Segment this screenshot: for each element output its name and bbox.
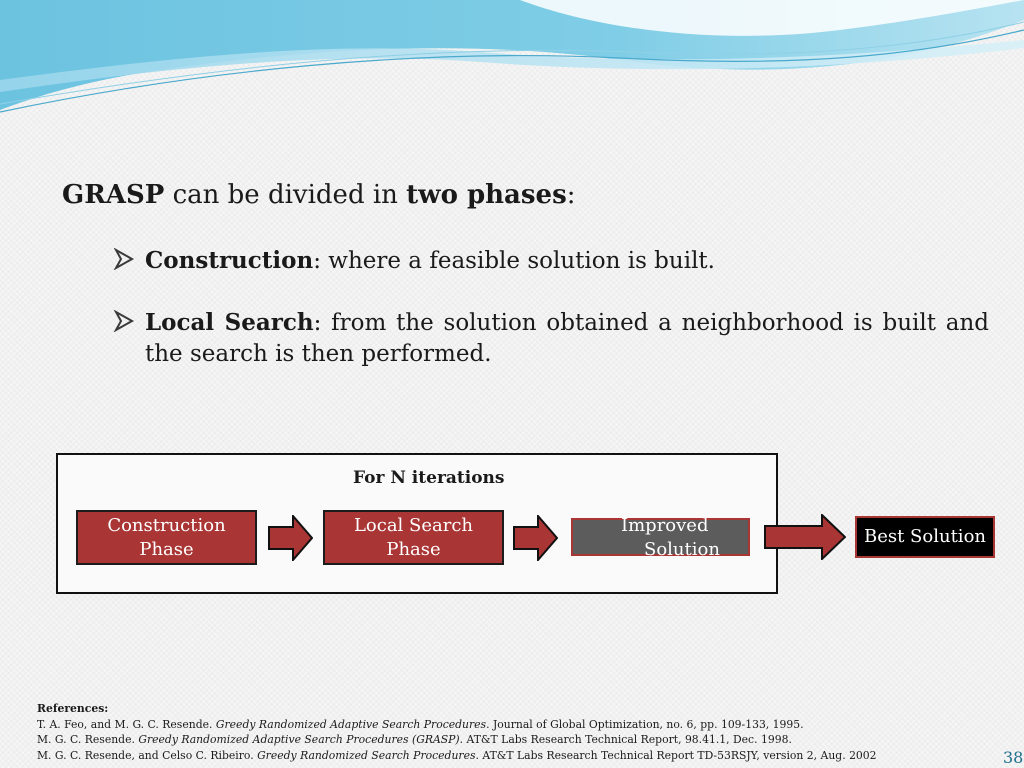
ref-source: . AT&T Labs Research Technical Report TD-53RSJY, version 2, Aug. 2002: [475, 748, 877, 762]
ref-source: . Journal of Global Optimization, no. 6, pp. 109-133, 1995.: [486, 717, 804, 731]
heading-two-phases: two phases: [406, 180, 567, 210]
flow-arrow-icon: [513, 515, 558, 561]
local-search-phase-box: [323, 510, 504, 565]
box-line: Phase: [386, 538, 441, 560]
flow-arrow-icon: [764, 514, 846, 560]
box-line: Phase: [139, 538, 194, 560]
page-number: 38: [1003, 748, 1024, 767]
ref-title: Greedy Randomized Adaptive Search Procedures: [215, 717, 487, 731]
bullet-term: Local Search: [145, 309, 314, 336]
reference-item: [37, 717, 987, 733]
ref-title: Greedy Randomized Search Procedures: [257, 748, 476, 762]
slide-heading: [62, 180, 575, 210]
flow-arrow-icon: [268, 515, 313, 561]
heading-middle: can be divided in: [164, 180, 407, 210]
iteration-label: For N iterations: [353, 468, 505, 488]
header-wave-decoration: [0, 0, 1024, 120]
references-title: References:: [37, 702, 109, 715]
improved-solution-box: [571, 515, 750, 560]
arrow-bullet-icon: [113, 310, 135, 332]
box-line: Solution: [644, 539, 720, 560]
reference-item: [37, 732, 987, 748]
ref-title: Greedy Randomized Adaptive Search Procedures (GRASP).: [138, 733, 464, 747]
references: [37, 701, 987, 763]
bullet-construction: [113, 245, 993, 277]
ref-authors: M. G. C. Resende.: [37, 733, 139, 747]
best-solution-box: Best Solution: [855, 516, 995, 558]
heading-colon: :: [566, 180, 576, 210]
box-line: Construction: [107, 514, 226, 536]
bullet-local-search: [113, 307, 989, 370]
bullet-description: : from the solution obtained a neighborhood is built and the search is then performed.: [145, 310, 989, 367]
arrow-bullet-icon: [113, 248, 135, 270]
box-line: Local Search: [353, 514, 474, 536]
ref-source: AT&T Labs Research Technical Report, 98.41.1, Dec. 1998.: [463, 733, 792, 747]
bullet-term: Construction: [145, 247, 314, 274]
ref-authors: M. G. C. Resende, and Celso C. Ribeiro.: [37, 748, 258, 762]
heading-grasp: GRASP: [62, 180, 165, 210]
bullet-description: : where a feasible solution is built.: [313, 248, 715, 274]
box-line: Improved: [621, 515, 709, 536]
ref-authors: T. A. Feo, and M. G. C. Resende.: [37, 717, 216, 731]
construction-phase-box: [76, 510, 257, 565]
reference-item: [37, 748, 987, 764]
